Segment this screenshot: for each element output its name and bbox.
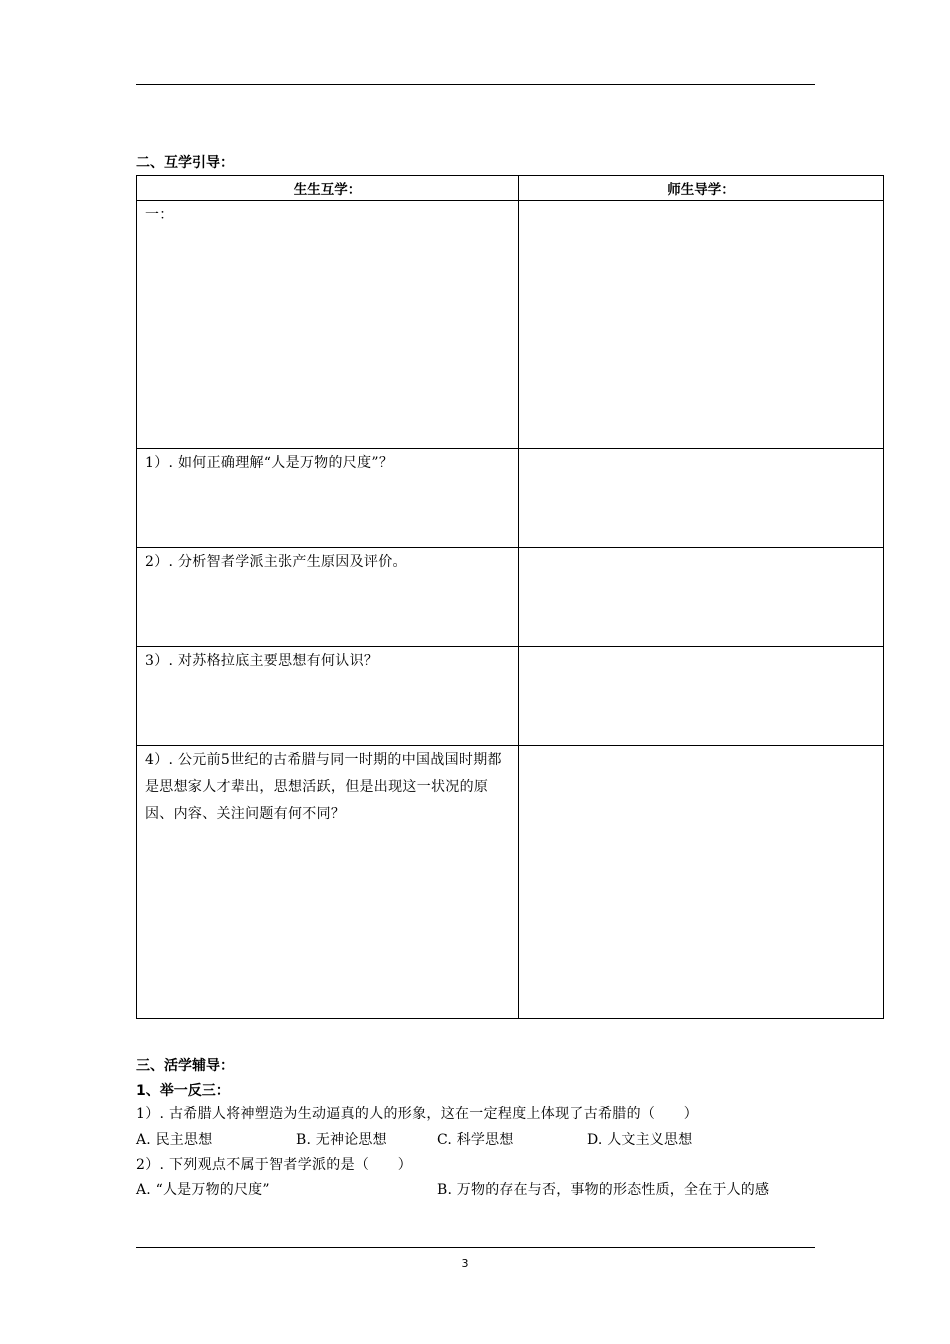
question-text: 2）. 分析智者学派主张产生原因及评价。 [145,554,407,570]
table-header-row [137,176,884,201]
student-cell [137,548,519,647]
teacher-cell [519,201,884,449]
column-header-teacher: 师生导学： [519,176,884,201]
teacher-cell [519,449,884,548]
section-2-heading: 二、互学引导： [136,155,234,171]
student-cell [137,449,519,548]
q1-option-d: D. 人文主义思想 [587,1132,693,1148]
header-rule [136,84,815,85]
section-3-subheading: 1、举一反三： [136,1083,230,1099]
table-row [137,746,884,1019]
table-row [137,548,884,647]
section-3-heading: 三、活学辅导： [136,1058,234,1074]
student-cell [137,647,519,746]
q2-option-b: B. 万物的存在与否，事物的形态性质，全在于人的感 [437,1182,770,1198]
table-row [137,201,884,449]
table-row [137,647,884,746]
table-row [137,449,884,548]
question-text: 一： [145,207,174,223]
question-text: 4）. 公元前5世纪的古希腊与同一时期的中国战国时期都是思想家人才辈出，思想活跃，但是出现这一状况的原因、内容、关注问题有何不同？ [145,752,502,822]
question-text: 3）. 对苏格拉底主要思想有何认识？ [145,653,379,669]
teacher-cell [519,548,884,647]
q1-option-c: C. 科学思想 [437,1132,514,1148]
q1-option-b: B. 无神论思想 [296,1132,387,1148]
footer-rule [136,1247,815,1248]
question-text: 1）. 如何正确理解“人是万物的尺度”？ [145,455,394,471]
q2-option-a: A. “人是万物的尺度” [136,1182,270,1198]
column-header-student: 生生互学： [137,176,519,201]
q1-option-a: A. 民主思想 [136,1132,213,1148]
teacher-cell [519,746,884,1019]
question-2-stem: 2）. 下列观点不属于智者学派的是（ ） [136,1157,413,1173]
teacher-cell [519,647,884,746]
interaction-table [136,175,884,1019]
page-number: 3 [461,1257,469,1270]
question-1-stem: 1）. 古希腊人将神塑造为生动逼真的人的形象，这在一定程度上体现了古希腊的（ ） [136,1106,699,1122]
student-cell [137,201,519,449]
student-cell [137,746,519,1019]
